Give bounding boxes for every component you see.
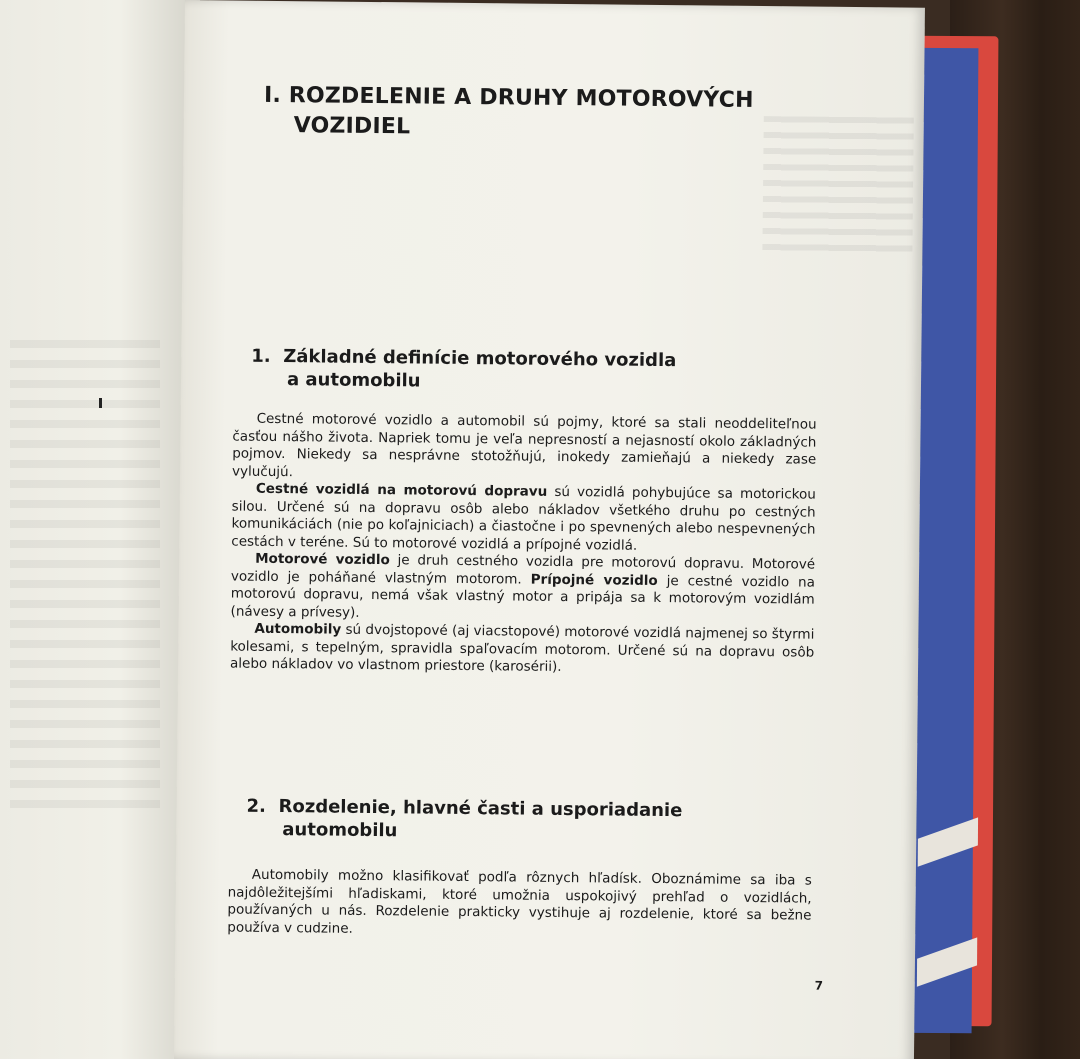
- section-1-body: [230, 411, 817, 680]
- section-title-line2: a automobilu: [286, 369, 421, 392]
- bold-term: Automobily: [254, 620, 342, 638]
- bold-term: Motorové vozidlo: [255, 550, 390, 569]
- paragraph-text: je druh cestného vozidla pre motorovú dopravu. Motorové vozidlo je poháňané vlastným motorom.: [230, 552, 816, 588]
- cover-stripe: [917, 937, 977, 986]
- right-page: [174, 0, 925, 1059]
- section-number: 2.: [246, 795, 267, 817]
- section-number: 1.: [251, 345, 271, 367]
- section-title-line1: Základné definície motorového vozidla: [283, 346, 677, 372]
- bold-term: Prípojné vozidlo: [530, 571, 658, 589]
- bold-term: Cestné vozidlá na motorovú dopravu: [255, 480, 548, 500]
- section-1-heading: [251, 345, 811, 397]
- paragraph: [231, 481, 816, 557]
- section-title-line1: Rozdelenie, hlavné časti a usporiadanie: [278, 796, 683, 822]
- left-page: [0, 0, 200, 1059]
- section-2-body: [227, 866, 812, 942]
- section-title-line2: automobilu: [282, 819, 398, 842]
- show-through-text: [10, 340, 160, 820]
- chapter-heading-line1: I. ROZDELENIE A DRUHY MOTOROVÝCH: [263, 82, 754, 113]
- paragraph: Automobily možno klasifikovať podľa rôznych hľadísk. Oboznámime sa iba s najdôležitejšími hľadiskami, ktoré umožnia uspokojivý prehľad o vozidlách, používaných u nás. Rozdelenie prakticky vystihuje aj rozdelenie, ktoré sa bežne používa v cudzine.: [227, 866, 812, 937]
- page-number: 7: [814, 978, 824, 993]
- cover-stripe: [918, 817, 978, 866]
- paragraph-text: sú vozidlá pohybujúce sa motorickou silou. Určené sú na dopravu osôb alebo nákladov všetkého druhu po cestných komunikáciách (nie po koľajniciach) a čiastočne i po spevnených alebo nespevnených cestách v teréne. Sú to motorové vozidlá a prípojné vozidlá.: [231, 483, 816, 554]
- paragraph-text: je cestné vozidlo na motorovú dopravu, nemá však vlastný motor a pripája sa k motorovým vozidlám (návesy a prívesy).: [230, 572, 816, 621]
- section-2-heading: [246, 795, 806, 847]
- paragraph: Cestné motorové vozidlo a automobil sú pojmy, ktoré sa stali neoddeliteľnou časťou nášho života. Napriek tomu je veľa nepresností a nejasností okolo základných pojmov. Niekedy sa nesprávne stotožňujú, inokedy zamieňajú a niekedy zase vylučujú.: [231, 410, 817, 480]
- ink-mark: [99, 398, 102, 408]
- paragraph: [230, 621, 815, 680]
- chapter-heading-line2: VOZIDIEL: [293, 113, 411, 140]
- chapter-heading: [264, 81, 825, 147]
- paragraph-text: sú dvojstopové (aj viacstopové) motorové vozidlá najmenej so štyrmi kolesami, s tepelným, spravidla spaľovacím motorom. Určené sú na dopravu osôb alebo nákladov vo vlastnom priestore (karosérii).: [229, 621, 815, 675]
- paragraph: [231, 551, 816, 627]
